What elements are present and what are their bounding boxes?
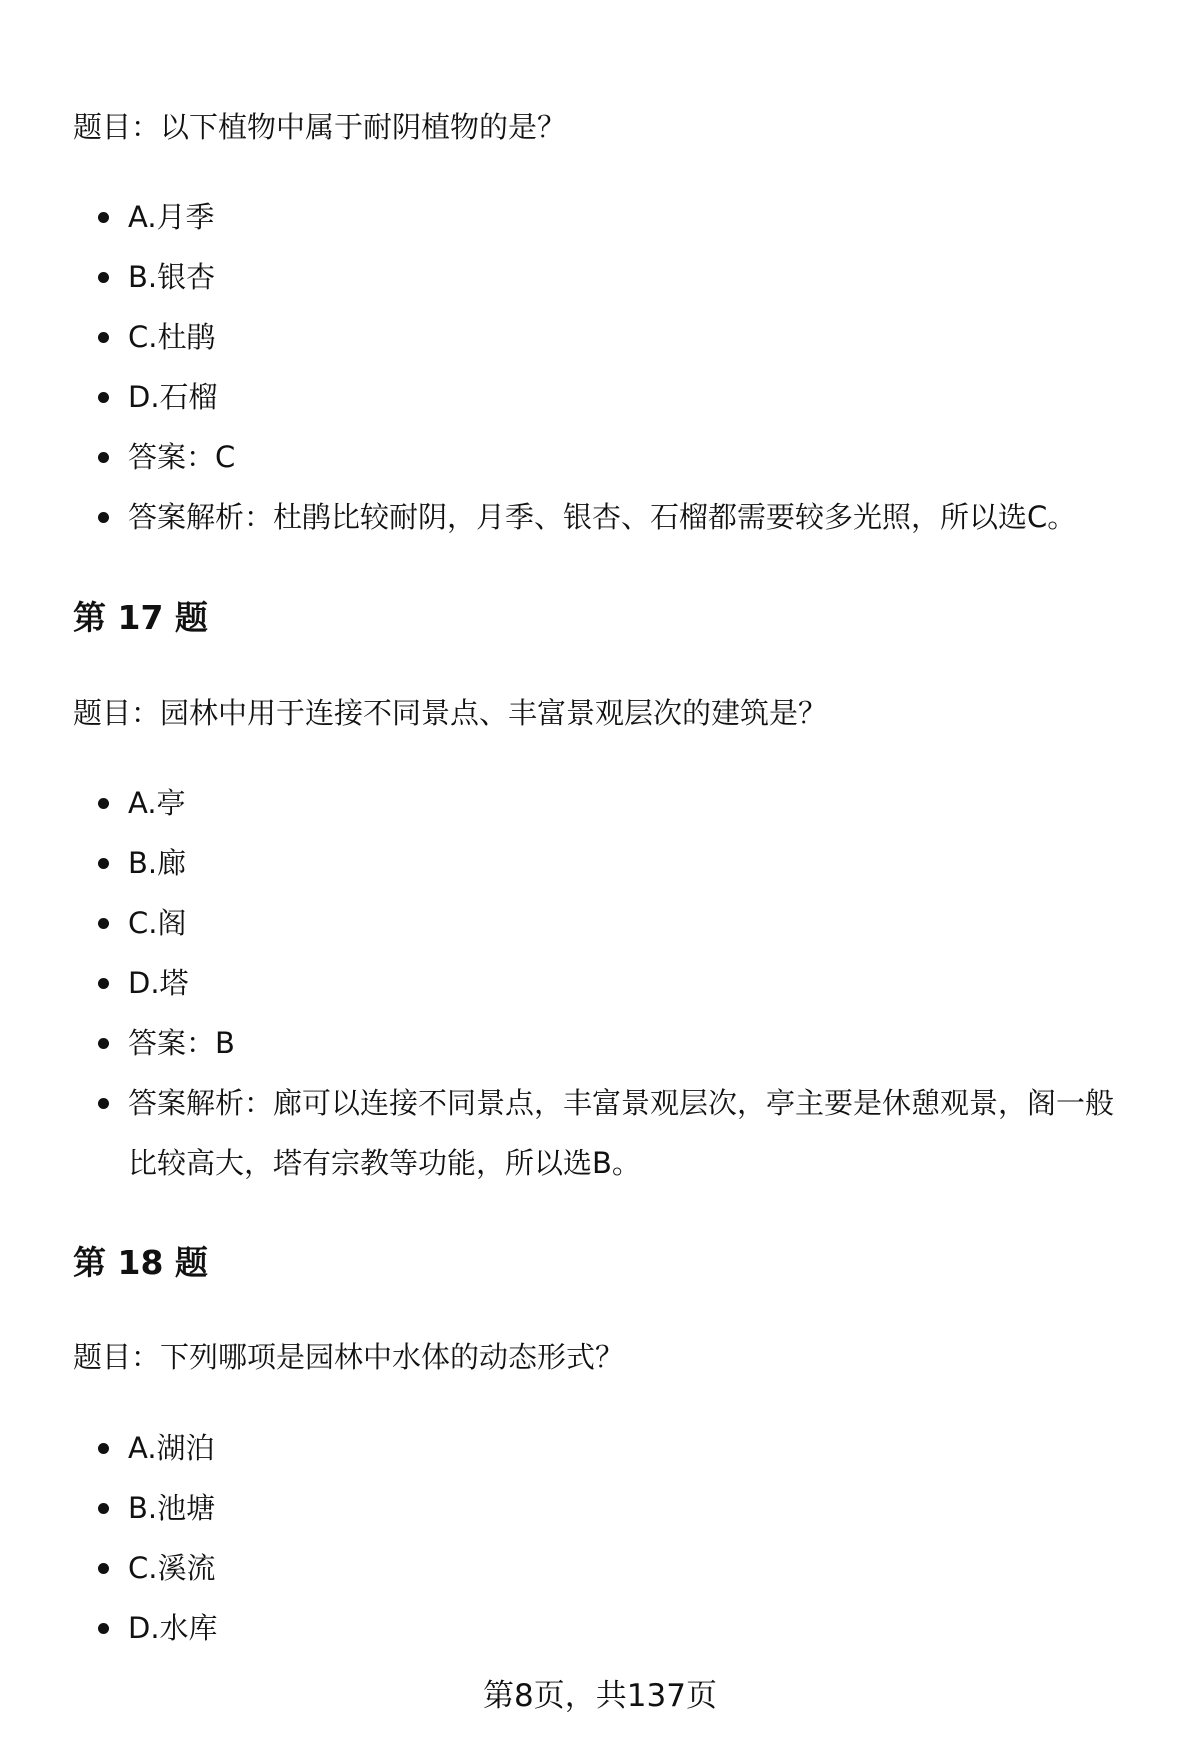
- q16-option-c: C.杜鹃: [0, 307, 1200, 367]
- page-footer: 第8页，共137页: [483, 1678, 717, 1714]
- q18-option-d: D.水库: [0, 1598, 1200, 1658]
- q16-analysis: 答案解析：杜鹃比较耐阴，月季、银杏、石榴都需要较多光照，所以选C。: [0, 487, 1200, 547]
- q16-question: 题目：以下植物中属于耐阴植物的是？: [73, 110, 567, 144]
- q17-option-d: D.塔: [0, 953, 1200, 1013]
- q17-analysis: 答案解析：廊可以连接不同景点，丰富景观层次，亭主要是休憩观景，阁一般比较高大，塔有宗教等功能，所以选B。: [0, 1073, 1140, 1193]
- q17-options-list: [0, 773, 1200, 1193]
- q18-option-a: A.湖泊: [0, 1418, 1200, 1478]
- q17-question: 题目：园林中用于连接不同景点、丰富景观层次的建筑是？: [73, 696, 828, 730]
- q16-option-a: A.月季: [0, 187, 1200, 247]
- q17-answer: 答案：B: [0, 1013, 1200, 1073]
- q17-option-b: B.廊: [0, 833, 1200, 893]
- q18-option-c: C.溪流: [0, 1538, 1200, 1598]
- q16-options-list: [0, 187, 1200, 547]
- q17-option-c: C.阁: [0, 893, 1200, 953]
- q16-answer: 答案：C: [0, 427, 1200, 487]
- q18-question: 题目：下列哪项是园林中水体的动态形式？: [73, 1340, 625, 1374]
- q17-option-a: A.亭: [0, 773, 1200, 833]
- q17-heading: 第 17 题: [73, 598, 208, 637]
- q18-heading: 第 18 题: [73, 1243, 208, 1282]
- q16-option-b: B.银杏: [0, 247, 1200, 307]
- q18-option-b: B.池塘: [0, 1478, 1200, 1538]
- q18-options-list: [0, 1418, 1200, 1658]
- q16-option-d: D.石榴: [0, 367, 1200, 427]
